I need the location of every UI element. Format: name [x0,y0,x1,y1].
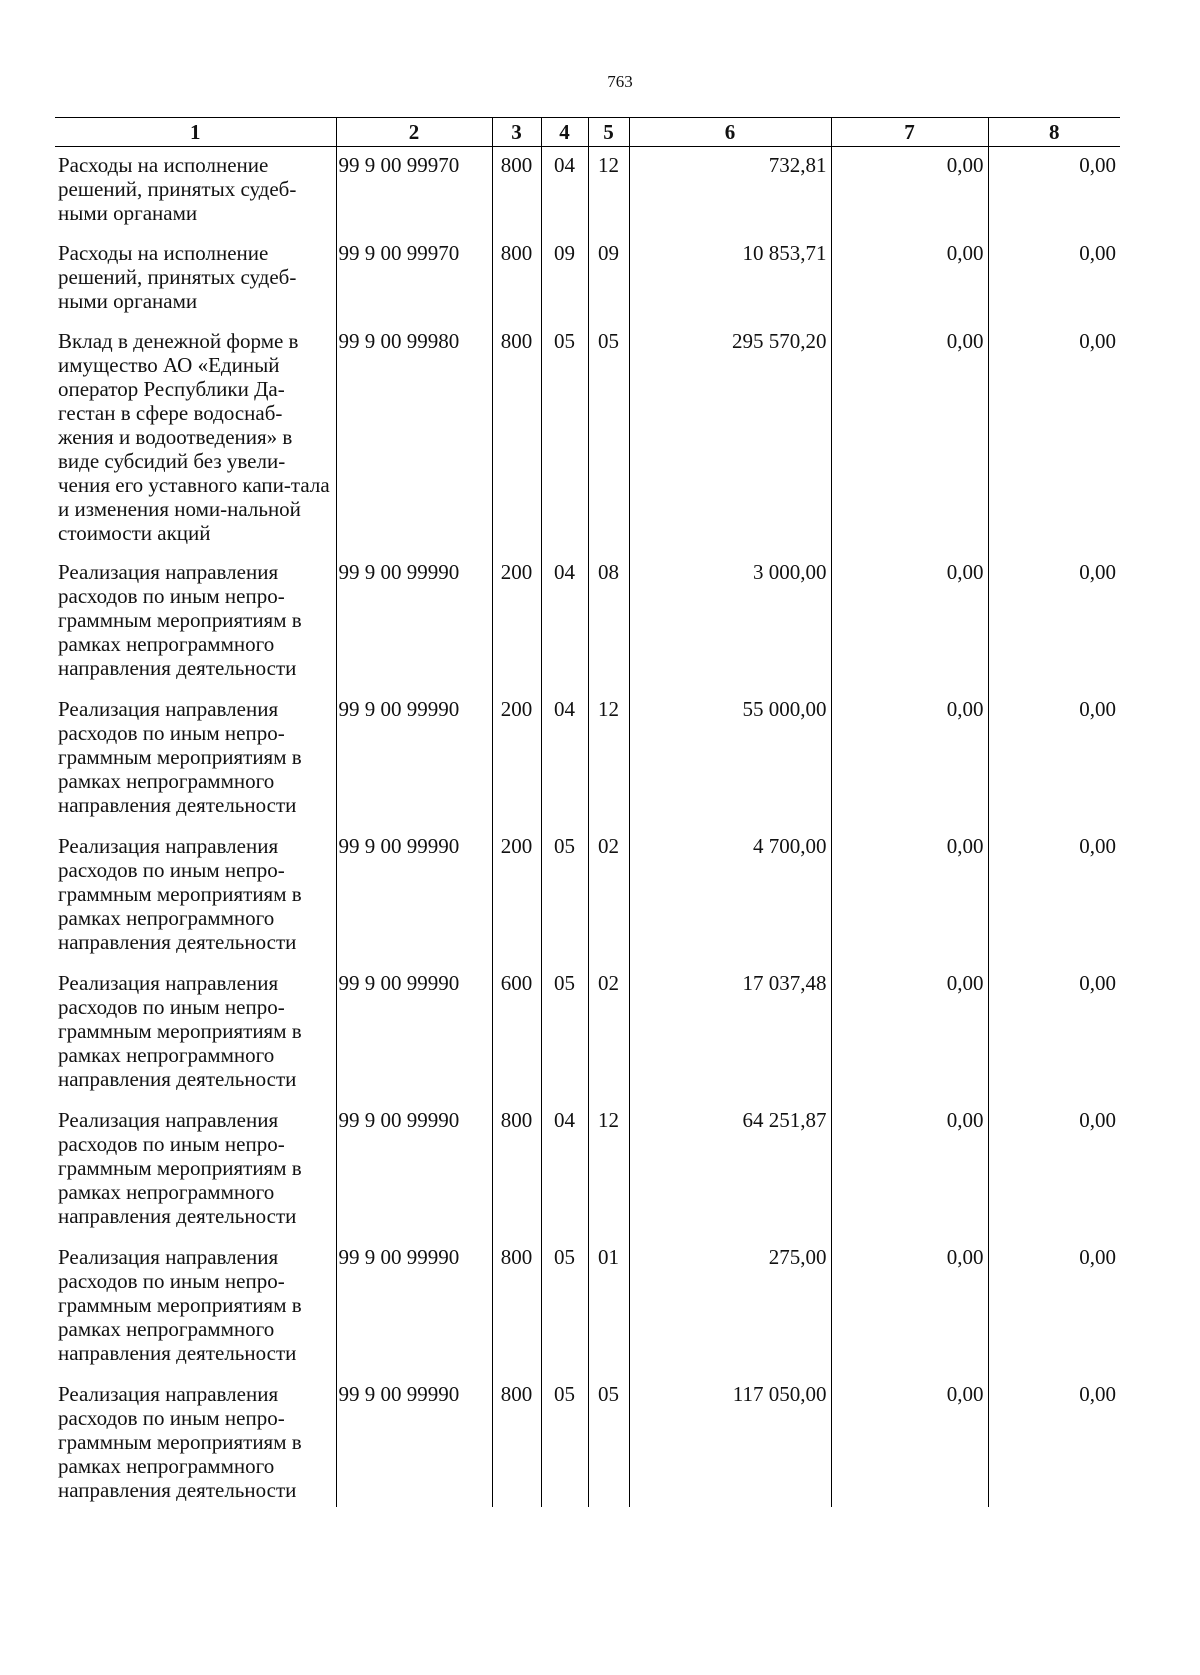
row-col5: 02 [588,828,629,965]
row-col7: 0,00 [831,691,988,828]
row-amount: 64 251,87 [629,1102,831,1239]
row-col4: 04 [541,554,588,691]
row-col8: 0,00 [988,965,1120,1102]
row-col7: 0,00 [831,1102,988,1239]
budget-table [55,117,1120,1507]
page-number: 763 [607,72,633,91]
row-description: Расходы на исполнение решений, принятых судеб-ными органами [58,153,297,225]
row-col3: 200 [492,828,541,965]
column-header: 4 [541,118,588,147]
table-row [55,691,1120,828]
row-amount: 3 000,00 [629,554,831,691]
row-col3: 800 [492,323,541,554]
row-code: 99 9 00 99990 [336,554,492,691]
row-amount: 295 570,20 [629,323,831,554]
row-col4: 04 [541,1102,588,1239]
row-code: 99 9 00 99990 [336,1102,492,1239]
row-code: 99 9 00 99990 [336,1239,492,1376]
row-code: 99 9 00 99980 [336,323,492,554]
row-col8: 0,00 [988,828,1120,965]
row-col8: 0,00 [988,691,1120,828]
row-col8: 0,00 [988,235,1120,323]
column-header: 7 [831,118,988,147]
table-row [55,1102,1120,1239]
table-row [55,965,1120,1102]
row-col3: 800 [492,235,541,323]
row-col8: 0,00 [988,1376,1120,1507]
row-col4: 05 [541,323,588,554]
table-row [55,1376,1120,1507]
row-col3: 800 [492,1102,541,1239]
table-header-row [55,118,1120,147]
row-col4: 05 [541,1239,588,1376]
row-col8: 0,00 [988,323,1120,554]
row-description: Реализация направления расходов по иным непро-граммным мероприятиям в рамках непрограммного направления деятельности [58,1382,302,1502]
row-description: Реализация направления расходов по иным непро-граммным мероприятиям в рамках непрограммного направления деятельности [58,834,302,954]
row-col7: 0,00 [831,1376,988,1507]
row-col4: 05 [541,828,588,965]
row-code: 99 9 00 99990 [336,965,492,1102]
row-col5: 05 [588,1376,629,1507]
row-col5: 08 [588,554,629,691]
column-header: 6 [629,118,831,147]
row-description: Реализация направления расходов по иным непро-граммным мероприятиям в рамках непрограммного направления деятельности [58,560,302,680]
row-col8: 0,00 [988,554,1120,691]
table-row [55,554,1120,691]
row-col7: 0,00 [831,554,988,691]
row-col3: 800 [492,1376,541,1507]
table-row [55,235,1120,323]
row-col8: 0,00 [988,1102,1120,1239]
row-description: Реализация направления расходов по иным непро-граммным мероприятиям в рамках непрограммного направления деятельности [58,1245,302,1365]
row-col7: 0,00 [831,147,988,236]
row-col7: 0,00 [831,323,988,554]
row-col5: 12 [588,1102,629,1239]
row-amount: 10 853,71 [629,235,831,323]
row-col7: 0,00 [831,1239,988,1376]
table-row [55,323,1120,554]
row-col3: 200 [492,691,541,828]
table-row [55,147,1120,236]
row-description: Вклад в денежной форме в имущество АО «Единый оператор Республики Да-гестан в сфере водоснаб-жения и водоотведения» в виде субсидий без увели-чения его уставного капи-тала и изменения номи-нальной стоимости акций [58,329,330,545]
row-col3: 800 [492,147,541,236]
row-col4: 04 [541,691,588,828]
column-header: 1 [55,118,336,147]
row-col3: 600 [492,965,541,1102]
row-code: 99 9 00 99970 [336,147,492,236]
row-code: 99 9 00 99970 [336,235,492,323]
row-amount: 4 700,00 [629,828,831,965]
table-row [55,1239,1120,1376]
row-col8: 0,00 [988,147,1120,236]
row-col4: 09 [541,235,588,323]
column-header: 8 [988,118,1120,147]
row-col4: 05 [541,1376,588,1507]
row-col5: 09 [588,235,629,323]
row-col4: 04 [541,147,588,236]
row-code: 99 9 00 99990 [336,691,492,828]
row-col5: 12 [588,147,629,236]
row-col8: 0,00 [988,1239,1120,1376]
row-description: Расходы на исполнение решений, принятых судеб-ными органами [58,241,297,313]
row-amount: 275,00 [629,1239,831,1376]
column-header: 3 [492,118,541,147]
row-col4: 05 [541,965,588,1102]
row-col7: 0,00 [831,235,988,323]
row-description: Реализация направления расходов по иным непро-граммным мероприятиям в рамках непрограммного направления деятельности [58,1108,302,1228]
row-description: Реализация направления расходов по иным непро-граммным мероприятиям в рамках непрограммного направления деятельности [58,971,302,1091]
column-header: 5 [588,118,629,147]
row-amount: 117 050,00 [629,1376,831,1507]
row-col3: 200 [492,554,541,691]
row-amount: 55 000,00 [629,691,831,828]
row-col5: 02 [588,965,629,1102]
row-amount: 17 037,48 [629,965,831,1102]
row-description: Реализация направления расходов по иным непро-граммным мероприятиям в рамках непрограммного направления деятельности [58,697,302,817]
row-code: 99 9 00 99990 [336,828,492,965]
row-col5: 12 [588,691,629,828]
row-amount: 732,81 [629,147,831,236]
row-col5: 05 [588,323,629,554]
row-col7: 0,00 [831,828,988,965]
row-col3: 800 [492,1239,541,1376]
table-row [55,828,1120,965]
row-code: 99 9 00 99990 [336,1376,492,1507]
row-col5: 01 [588,1239,629,1376]
row-col7: 0,00 [831,965,988,1102]
column-header: 2 [336,118,492,147]
